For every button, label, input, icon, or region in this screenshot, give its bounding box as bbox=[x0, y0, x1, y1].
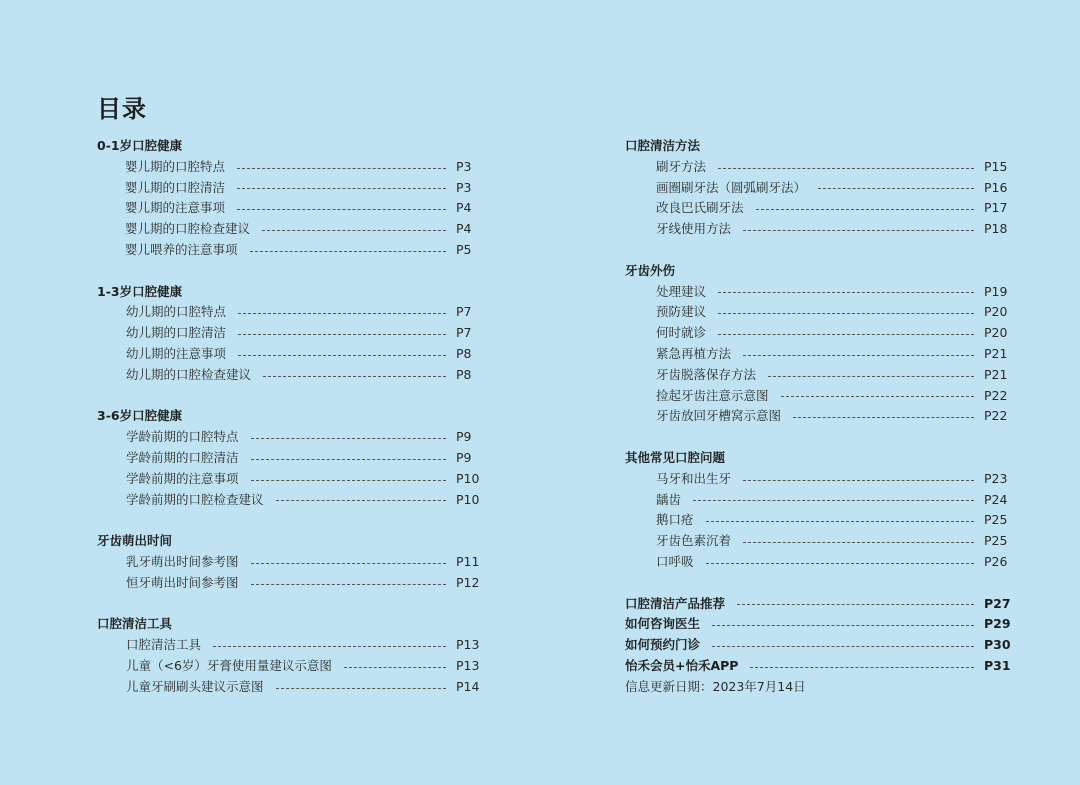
dotted-leader bbox=[712, 646, 974, 647]
toc-entry[interactable] bbox=[625, 406, 1008, 427]
toc-entry-label: 牙线使用方法 bbox=[656, 221, 732, 237]
toc-entry[interactable] bbox=[97, 240, 480, 261]
dotted-leader bbox=[781, 396, 974, 397]
toc-entry[interactable] bbox=[625, 510, 1008, 531]
toc-page-number: P20 bbox=[984, 325, 1008, 341]
toc-page-number: P4 bbox=[456, 221, 472, 237]
toc-entry-label: 预防建议 bbox=[656, 304, 707, 320]
toc-entry-label: 恒牙萌出时间参考图 bbox=[126, 574, 239, 590]
toc-page-number: P8 bbox=[456, 345, 472, 361]
toc-entry-label: 婴儿期的口腔检查建议 bbox=[125, 221, 251, 237]
update-date: 信息更新日期：2023年7月14日 bbox=[625, 678, 806, 694]
toc-entry[interactable] bbox=[625, 198, 1008, 219]
toc-page-number: P13 bbox=[456, 657, 480, 673]
dotted-leader bbox=[276, 500, 446, 501]
toc-entry-label: 幼儿期的口腔检查建议 bbox=[126, 366, 252, 382]
toc-entry[interactable] bbox=[625, 219, 1008, 240]
toc-page-number: P30 bbox=[984, 637, 1011, 653]
dotted-leader bbox=[768, 376, 974, 377]
toc-section bbox=[97, 531, 480, 593]
toc-section bbox=[625, 261, 1008, 427]
toc-entry-label: 学龄前期的口腔特点 bbox=[126, 429, 239, 445]
section-heading: 口腔清洁工具 bbox=[97, 616, 173, 632]
toc-page-number: P10 bbox=[456, 470, 480, 486]
toc-page-number: P19 bbox=[984, 283, 1008, 299]
toc-entry[interactable] bbox=[625, 635, 1011, 656]
toc-entry-label: 紧急再植方法 bbox=[656, 345, 732, 361]
toc-entry-label: 鹅口疮 bbox=[656, 512, 694, 528]
toc-entry[interactable] bbox=[625, 531, 1008, 552]
toc-entry-label: 婴儿喂养的注意事项 bbox=[125, 241, 238, 257]
toc-page-number: P31 bbox=[984, 657, 1011, 673]
dotted-leader bbox=[237, 188, 446, 189]
toc-entry[interactable] bbox=[625, 594, 1011, 615]
toc-entry-label: 牙齿放回牙槽窝示意图 bbox=[656, 408, 782, 424]
toc-page-number: P22 bbox=[984, 408, 1008, 424]
toc-section bbox=[625, 448, 1008, 573]
toc-entry[interactable] bbox=[625, 302, 1008, 323]
toc-entry-label: 口呼吸 bbox=[656, 553, 694, 569]
toc-bottom-links bbox=[625, 594, 1011, 698]
toc-entry[interactable] bbox=[97, 552, 480, 573]
toc-entry[interactable] bbox=[625, 552, 1008, 573]
toc-page-number: P23 bbox=[984, 470, 1008, 486]
dotted-leader bbox=[262, 230, 446, 231]
toc-entry[interactable] bbox=[625, 365, 1008, 386]
dotted-leader bbox=[238, 334, 446, 335]
section-heading: 牙齿外伤 bbox=[625, 262, 676, 278]
dotted-leader bbox=[344, 667, 446, 668]
toc-section bbox=[97, 136, 480, 261]
dotted-leader bbox=[743, 355, 974, 356]
toc-entry-label: 捡起牙齿注意示意图 bbox=[656, 387, 769, 403]
toc-page-number: P24 bbox=[984, 491, 1008, 507]
dotted-leader bbox=[238, 313, 446, 314]
toc-entry-label: 儿童牙刷刷头建议示意图 bbox=[126, 678, 264, 694]
toc-page-number: P25 bbox=[984, 512, 1008, 528]
toc-page-number: P4 bbox=[456, 200, 472, 216]
toc-entry-label: 画圈刷牙法（圆弧刷牙法） bbox=[656, 179, 807, 195]
dotted-leader bbox=[213, 646, 446, 647]
dotted-leader bbox=[743, 480, 974, 481]
toc-entry-label: 口腔清洁产品推荐 bbox=[625, 595, 726, 611]
toc-entry-label: 牙齿色素沉着 bbox=[656, 533, 732, 549]
toc-entry-label: 儿童（<6岁）牙膏使用量建议示意图 bbox=[126, 657, 332, 673]
toc-entry[interactable] bbox=[97, 656, 480, 677]
toc-entry[interactable] bbox=[97, 344, 480, 365]
dotted-leader bbox=[238, 355, 446, 356]
toc-page-number: P13 bbox=[456, 637, 480, 653]
dotted-leader bbox=[718, 313, 974, 314]
toc-entry-label: 学龄前期的口腔检查建议 bbox=[126, 491, 264, 507]
dotted-leader bbox=[818, 188, 974, 189]
toc-page-number: P11 bbox=[456, 553, 480, 569]
dotted-leader bbox=[251, 584, 446, 585]
dotted-leader bbox=[237, 168, 446, 169]
toc-entry[interactable] bbox=[625, 323, 1008, 344]
dotted-leader bbox=[743, 542, 974, 543]
toc-entry[interactable] bbox=[97, 635, 480, 656]
toc-page-number: P29 bbox=[984, 616, 1011, 632]
section-heading: 0-1岁口腔健康 bbox=[97, 138, 183, 153]
toc-entry[interactable] bbox=[97, 302, 480, 323]
toc-entry[interactable] bbox=[625, 386, 1008, 407]
dotted-leader bbox=[718, 292, 974, 293]
dotted-leader bbox=[750, 667, 974, 668]
dotted-leader bbox=[743, 230, 974, 231]
toc-entry-label: 幼儿期的口腔清洁 bbox=[126, 325, 227, 341]
toc-page-number: P21 bbox=[984, 366, 1008, 382]
toc-page-number: P3 bbox=[456, 179, 472, 195]
toc-entry[interactable] bbox=[97, 448, 480, 469]
dotted-leader bbox=[693, 500, 974, 501]
toc-entry[interactable] bbox=[97, 178, 480, 199]
dotted-leader bbox=[756, 209, 974, 210]
toc-right-column bbox=[625, 136, 1011, 698]
toc-page-number: P25 bbox=[984, 533, 1008, 549]
dotted-leader bbox=[251, 438, 446, 439]
toc-entry[interactable] bbox=[625, 469, 1008, 490]
dotted-leader bbox=[263, 376, 446, 377]
toc-page-number: P27 bbox=[984, 595, 1011, 611]
toc-page-number: P16 bbox=[984, 179, 1008, 195]
toc-page-number: P17 bbox=[984, 200, 1008, 216]
toc-page-number: P9 bbox=[456, 429, 472, 445]
toc-entry-label: 乳牙萌出时间参考图 bbox=[126, 553, 239, 569]
toc-entry-label: 学龄前期的口腔清洁 bbox=[126, 449, 239, 465]
toc-section bbox=[97, 282, 480, 386]
toc-page-number: P10 bbox=[456, 491, 480, 507]
toc-page-number: P9 bbox=[456, 449, 472, 465]
toc-entry-label: 马牙和出生牙 bbox=[656, 470, 732, 486]
section-heading: 牙齿萌出时间 bbox=[97, 533, 173, 549]
toc-page-number: P20 bbox=[984, 304, 1008, 320]
toc-entry-label: 婴儿期的口腔特点 bbox=[125, 158, 226, 174]
dotted-leader bbox=[706, 521, 974, 522]
toc-page-number: P26 bbox=[984, 553, 1008, 569]
toc-entry-label: 怡禾会员+怡禾APP bbox=[625, 657, 739, 673]
toc-entry[interactable] bbox=[97, 469, 480, 490]
toc-entry-label: 婴儿期的注意事项 bbox=[125, 200, 226, 216]
dotted-leader bbox=[706, 563, 974, 564]
toc-entry-label: 改良巴氏刷牙法 bbox=[656, 200, 744, 216]
toc-entry[interactable] bbox=[97, 573, 480, 594]
dotted-leader bbox=[251, 563, 446, 564]
toc-entry-label: 龋齿 bbox=[656, 491, 682, 507]
toc-page-number: P7 bbox=[456, 304, 472, 320]
toc-entry-label: 如何预约门诊 bbox=[625, 637, 701, 653]
dotted-leader bbox=[718, 334, 974, 335]
toc-left-column bbox=[97, 136, 480, 718]
toc-entry[interactable] bbox=[97, 323, 480, 344]
toc-entry-label: 何时就诊 bbox=[656, 325, 707, 341]
toc-page-number: P5 bbox=[456, 241, 472, 257]
toc-entry-label: 口腔清洁工具 bbox=[126, 637, 202, 653]
dotted-leader bbox=[737, 604, 974, 605]
page-title: 目录 bbox=[97, 95, 147, 123]
toc-entry[interactable] bbox=[97, 198, 480, 219]
dotted-leader bbox=[276, 688, 446, 689]
toc-page-number: P7 bbox=[456, 325, 472, 341]
toc-entry[interactable] bbox=[97, 219, 480, 240]
dotted-leader bbox=[251, 459, 446, 460]
dotted-leader bbox=[250, 251, 446, 252]
toc-entry[interactable] bbox=[97, 365, 480, 386]
toc-entry-label: 处理建议 bbox=[656, 283, 707, 299]
toc-entry-label: 刷牙方法 bbox=[656, 158, 707, 174]
toc-entry[interactable] bbox=[625, 282, 1008, 303]
toc-entry[interactable] bbox=[97, 677, 480, 698]
dotted-leader bbox=[793, 417, 974, 418]
section-heading: 1-3岁口腔健康 bbox=[97, 283, 183, 299]
toc-page-number: P18 bbox=[984, 221, 1008, 237]
dotted-leader bbox=[237, 209, 446, 210]
dotted-leader bbox=[718, 168, 974, 169]
toc-entry-label: 学龄前期的注意事项 bbox=[126, 470, 239, 486]
toc-section bbox=[97, 406, 480, 510]
section-heading: 其他常见口腔问题 bbox=[625, 449, 726, 465]
toc-entry-label: 如何咨询医生 bbox=[625, 616, 701, 632]
toc-entry[interactable] bbox=[625, 344, 1008, 365]
toc-entry-label: 婴儿期的口腔清洁 bbox=[125, 179, 226, 195]
dotted-leader bbox=[712, 625, 974, 626]
toc-entry[interactable] bbox=[625, 614, 1011, 635]
toc-entry[interactable] bbox=[97, 490, 480, 511]
toc-page-number: P3 bbox=[456, 158, 472, 174]
toc-entry[interactable] bbox=[97, 157, 480, 178]
toc-section bbox=[625, 136, 1008, 240]
toc-entry[interactable] bbox=[625, 157, 1008, 178]
toc-page-number: P12 bbox=[456, 574, 480, 590]
toc-entry[interactable] bbox=[97, 427, 480, 448]
toc-section bbox=[97, 614, 480, 697]
dotted-leader bbox=[251, 480, 446, 481]
section-heading: 口腔清洁方法 bbox=[625, 138, 701, 153]
toc-page-number: P14 bbox=[456, 678, 480, 694]
toc-entry[interactable] bbox=[625, 656, 1011, 677]
toc-page-number: P22 bbox=[984, 387, 1008, 403]
toc-entry-label: 牙齿脱落保存方法 bbox=[656, 366, 757, 382]
section-heading: 3-6岁口腔健康 bbox=[97, 408, 183, 424]
toc-page-number: P15 bbox=[984, 158, 1008, 174]
toc-entry[interactable] bbox=[625, 178, 1008, 199]
toc-page-number: P21 bbox=[984, 345, 1008, 361]
toc-entry-label: 幼儿期的注意事项 bbox=[126, 345, 227, 361]
toc-entry-label: 幼儿期的口腔特点 bbox=[126, 304, 227, 320]
toc-page-number: P8 bbox=[456, 366, 472, 382]
toc-entry[interactable] bbox=[625, 490, 1008, 511]
